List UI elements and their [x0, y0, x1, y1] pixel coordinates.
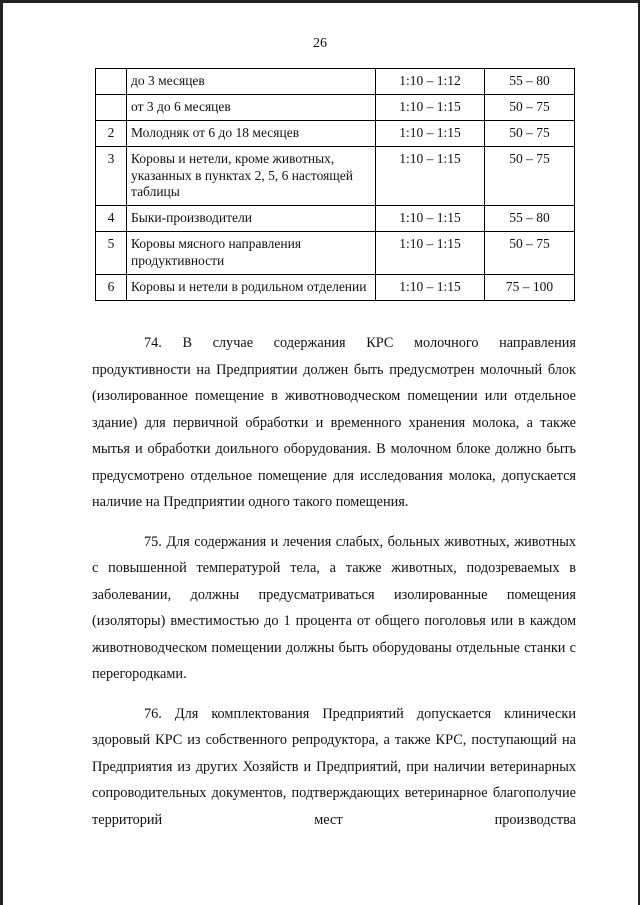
norms-table [95, 68, 575, 301]
percent-value: 55 – 80 [485, 69, 575, 95]
animal-group: Коровы и нетели, кроме животных, указанных в пунктах 2, 5, 6 настоящей таблицы [127, 146, 376, 206]
ratio-value: 1:10 – 1:15 [376, 120, 485, 146]
ratio-value: 1:10 – 1:15 [376, 146, 485, 206]
percent-value: 50 – 75 [485, 120, 575, 146]
row-number: 6 [96, 274, 127, 300]
row-number: 5 [96, 232, 127, 275]
table-row [96, 69, 575, 95]
animal-group: Быки-производители [127, 206, 376, 232]
percent-value: 50 – 75 [485, 232, 575, 275]
row-number [96, 94, 127, 120]
ratio-value: 1:10 – 1:12 [376, 69, 485, 95]
table-row [96, 146, 575, 206]
percent-value: 50 – 75 [485, 146, 575, 206]
page-number: 26 [313, 36, 327, 51]
percent-value: 50 – 75 [485, 94, 575, 120]
row-number: 3 [96, 146, 127, 206]
percent-value: 55 – 80 [485, 206, 575, 232]
table-row [96, 94, 575, 120]
table-row [96, 206, 575, 232]
animal-group: Молодняк от 6 до 18 месяцев [127, 120, 376, 146]
animal-group: Коровы мясного направления продуктивности [127, 232, 376, 275]
animal-group: Коровы и нетели в родильном отделении [127, 274, 376, 300]
animal-group: до 3 месяцев [127, 69, 376, 95]
animal-group: от 3 до 6 месяцев [127, 94, 376, 120]
ratio-value: 1:10 – 1:15 [376, 274, 485, 300]
table-row [96, 232, 575, 275]
table-row [96, 274, 575, 300]
table-row [96, 120, 575, 146]
ratio-value: 1:10 – 1:15 [376, 232, 485, 275]
ratio-value: 1:10 – 1:15 [376, 94, 485, 120]
percent-value: 75 – 100 [485, 274, 575, 300]
row-number: 4 [96, 206, 127, 232]
paragraph-74: 74. В случае содержания КРС молочного направления продуктивности на Предприятии должен быть предусмотрен молочный блок (изолированное помещение в животноводческом помещении или отдельное здание) для первичной обработки и временного хранения молока, а также мытья и обработки доильного оборудования. В молочном блоке должно быть предусмотрено отдельное помещение для исследования молока, допускается наличие на Предприятии одного такого помещения. [92, 335, 576, 510]
row-number: 2 [96, 120, 127, 146]
body-text [92, 330, 576, 846]
page-border-top [0, 0, 640, 3]
ratio-value: 1:10 – 1:15 [376, 206, 485, 232]
page-border-left [0, 0, 3, 905]
row-number [96, 69, 127, 95]
paragraph-76: 76. Для комплектования Предприятий допускается клинически здоровый КРС из собственного репродуктора, а также КРС, поступающий на Предприятия из других Хозяйств и Предприятий, при наличии ветеринарных сопроводительных документов, подтверждающих ветеринарное благополучие территорий мест производства [92, 705, 576, 828]
paragraph-75: 75. Для содержания и лечения слабых, больных животных, животных с повышенной температурой тела, а также животных, подозреваемых в заболевании, должны предусматриваться изолированные помещения (изоляторы) вместимостью до 1 процента от общего поголовья или в каждом животноводческом помещении должны быть оборудованы отдельные станки с перегородками. [92, 533, 576, 682]
